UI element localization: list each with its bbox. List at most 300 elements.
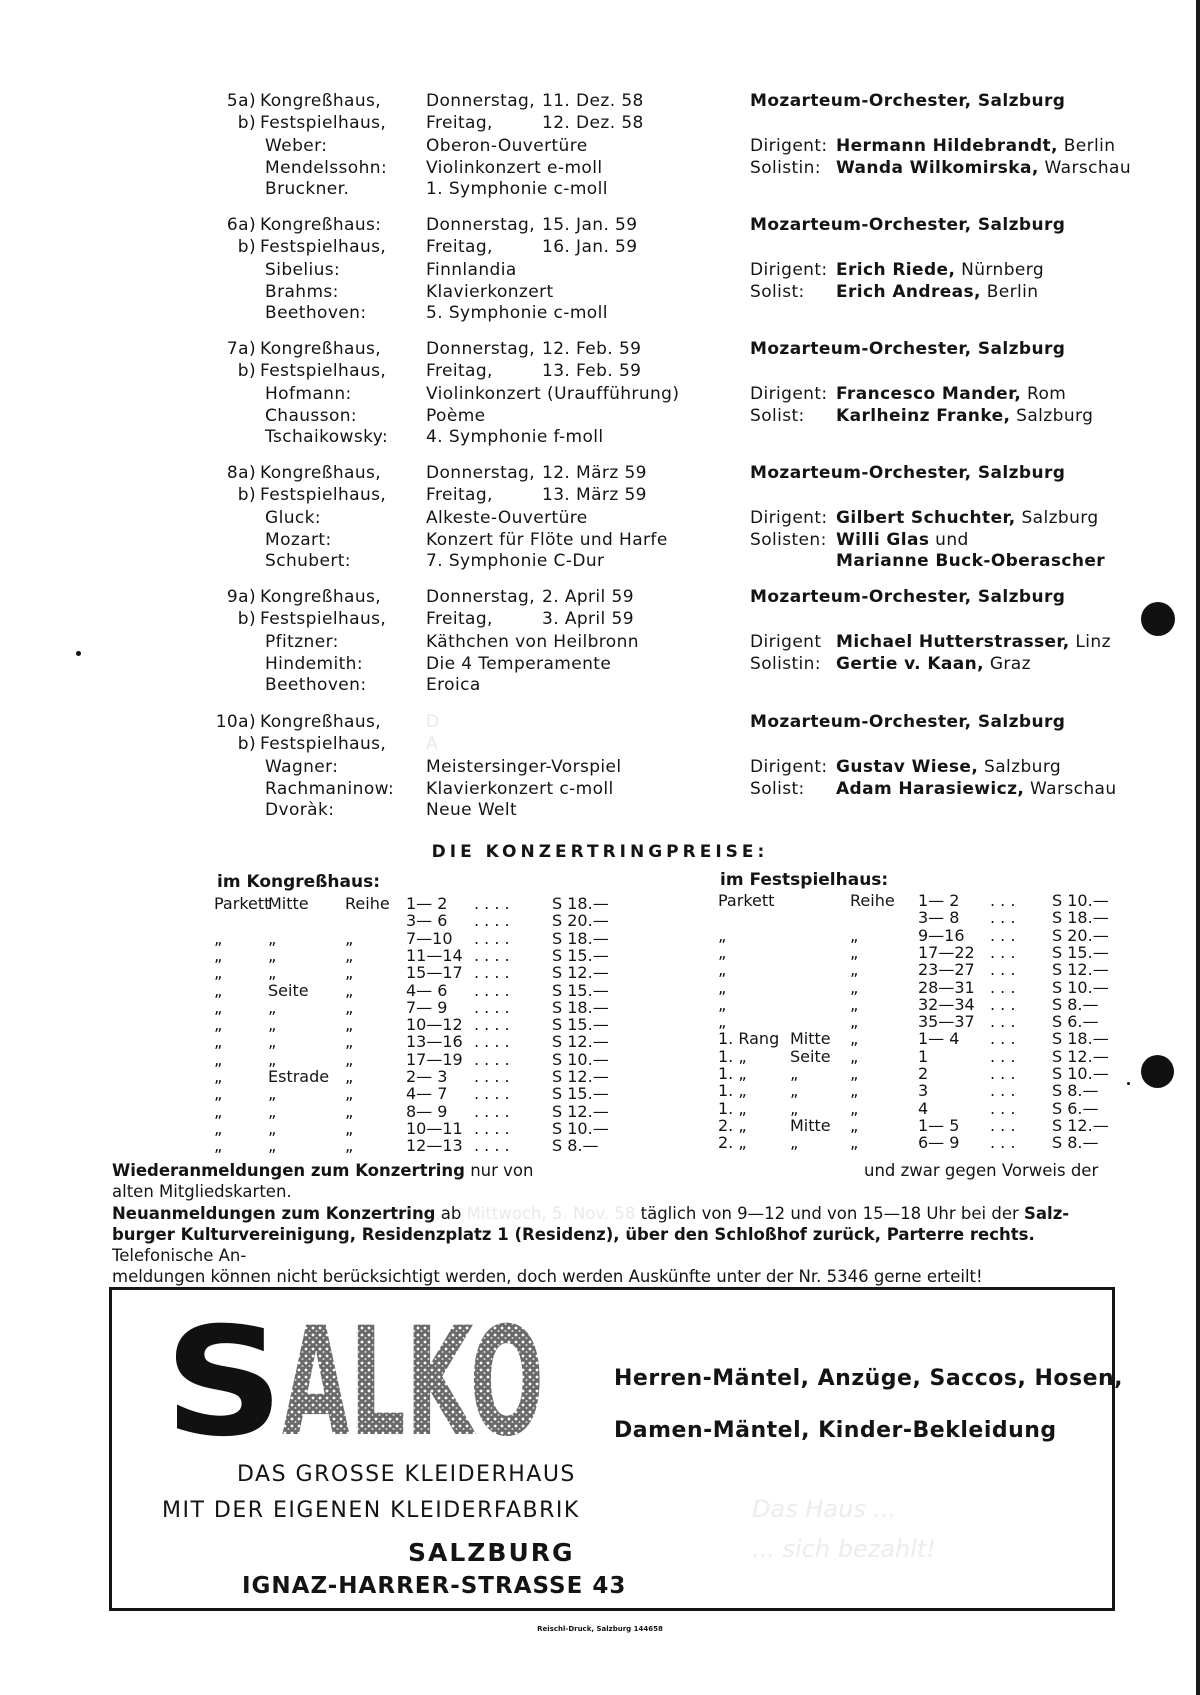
orchestra: Mozarteum-Orchester, Salzburg [750,712,1066,732]
price-rows: 35—37 [918,1012,975,1032]
price-rows: 10—12 [406,1015,463,1035]
new-registration-ab: ab [440,1204,462,1223]
price-rows: 17—22 [918,942,975,962]
price-dots: . . . . [474,1101,510,1121]
work: Violinkonzert (Uraufführung) [426,384,680,404]
price-dots: . . . [990,960,1016,980]
artist-city: Rom [1027,384,1067,404]
artist-name: Gilbert Schuchter, [836,508,1016,528]
new-registration-org-a: Salz- [1024,1204,1070,1223]
venue-a [212,712,381,733]
price-sub: „ [268,1136,277,1156]
price-reihe: „ [345,980,354,1000]
prices-title: DIE KONZERTRINGPREISE: [431,842,769,862]
weekday: Donnerstag, [426,215,536,235]
price-price: S 12.— [552,1032,609,1052]
price-rows: 3— 8 [918,908,960,928]
artist-role: Dirigent: [750,136,828,156]
artist-city: und [935,529,969,550]
new-registration-hours: täglich von 9—12 und von 15—18 Uhr bei der [640,1204,1019,1223]
work: Die 4 Temperamente [426,653,612,674]
venue-index: 7a) [226,339,256,359]
composer: Mozart: [265,529,332,550]
venue-name: Festspielhaus, [260,236,387,257]
venue-name: Kongreßhaus, [260,463,382,483]
price-sub: „ [268,1101,277,1121]
weekday: Freitag, [426,236,493,257]
composer: Pfitzner: [265,632,339,652]
price-reihe: „ [345,1032,354,1052]
work: Meistersinger-Vorspiel [426,757,622,777]
price-area: Parkett [214,894,271,913]
price-reihe: „ [850,1046,859,1066]
venue-index: b) [237,360,256,381]
price-dots: . . . [990,1098,1016,1118]
price-rows: 8— 9 [406,1101,448,1121]
price-area: „ [718,925,727,945]
price-dots: . . . [990,1029,1016,1049]
price-sub: Seite [268,980,309,1000]
work: 4. Symphonie f-moll [426,427,604,447]
price-sub: Mitte [790,1029,831,1049]
orchestra: Mozarteum-Orchester, Salzburg [750,339,1066,359]
venue-index: b) [237,112,256,133]
date: 13. März 59 [542,484,647,505]
artist [750,406,1093,427]
price-price: S 8.— [552,1136,599,1156]
price-dots: . . . [990,1064,1016,1083]
price-reihe: „ [850,1029,859,1049]
price-sub: „ [790,1098,799,1118]
work: Alkeste-Ouvertüre [426,508,588,528]
price-dots: . . . . [474,1049,510,1069]
price-price: S 20.— [1052,925,1109,945]
price-sub: „ [268,963,277,983]
venue-index: 6a) [226,215,256,235]
artist [750,530,969,551]
composer: Beethoven: [265,675,367,695]
artist [750,654,1031,675]
price-area: Parkett [718,891,775,910]
date-b [426,485,647,506]
price-area: „ [214,945,223,965]
artist-role: Dirigent [750,632,822,652]
artist-city: Graz [989,653,1031,674]
price-dots: . . . [990,977,1016,997]
price-dots: . . . . [474,963,510,983]
price-area: „ [214,1032,223,1052]
price-dots: . . . . [474,1118,510,1138]
price-reihe: „ [850,1133,859,1153]
price-dots: . . . [990,1133,1016,1153]
price-price: S 6.— [1052,1012,1099,1032]
price-dots: . . . [990,1046,1016,1066]
price-price: S 12.— [1052,1115,1109,1135]
price-reihe: „ [345,928,354,948]
price-reihe: „ [850,1098,859,1118]
composer: Gluck: [265,508,321,528]
price-rows: 3— 6 [406,911,448,931]
work: 1. Symphonie c-moll [426,179,608,199]
price-reihe: „ [345,1084,354,1104]
artist [750,282,1038,303]
artist-name: Erich Andreas, [836,281,981,302]
date: 16. Jan. 59 [542,236,638,257]
price-area: 1. „ [718,1081,747,1101]
work: Violinkonzert e-moll [426,157,603,178]
artist-city: Salzburg [1016,405,1094,426]
price-area: „ [214,1049,223,1069]
price-price: S 10.— [1052,1064,1109,1083]
price-price: S 10.— [1052,977,1109,997]
price-dots: . . . . [474,1015,510,1035]
price-reihe: „ [850,1081,859,1101]
composer: Sibelius: [265,260,341,280]
price-dots: . . . . [474,894,510,913]
date-a [426,339,641,360]
price-reihe: „ [850,977,859,997]
work: Poème [426,405,486,426]
punch-hole [1141,602,1175,636]
price-dots: . . . . [474,928,510,948]
artist-role: Solist: [750,778,805,799]
salko-advert [109,1287,1124,1611]
new-registration-date: Mittwoch, 5. Nov. 58 [466,1204,636,1223]
artist [750,508,1099,529]
price-price: S 12.— [552,1101,609,1121]
price-area: „ [718,977,727,997]
venue-name: Festspielhaus, [260,484,387,505]
price-rows: 1 [918,1046,929,1066]
price-reihe: „ [345,1067,354,1086]
artist-role: Dirigent: [750,757,828,777]
venue-name: Festspielhaus, [260,733,387,754]
date-b [426,609,634,630]
price-area: „ [214,1084,223,1104]
venue-name: Festspielhaus, [260,608,387,629]
artist [750,551,1105,572]
price-area: 1. „ [718,1098,747,1118]
price-sub: „ [790,1064,799,1083]
date: 12. März 59 [542,463,647,483]
date: 12. Dez. 58 [542,112,644,133]
price-price: S 18.— [552,928,609,948]
artist-role: Dirigent: [750,260,828,280]
price-reihe: „ [345,1136,354,1156]
weekday: Donnerstag, [426,339,536,359]
price-area: „ [718,942,727,962]
artist-city: Nürnberg [961,260,1045,280]
venue-name: Festspielhaus, [260,360,387,381]
work: Konzert für Flöte und Harfe [426,529,668,550]
re-registration-text: nur von [470,1161,534,1180]
price-area: „ [214,1136,223,1156]
artist-name: Adam Harasiewicz, [836,778,1025,799]
work: Finnlandia [426,260,517,280]
artist [750,632,1111,653]
artist-role: Solistin: [750,157,821,178]
price-reihe: „ [345,1015,354,1035]
price-price: S 8.— [1052,994,1099,1014]
price-rows: 4— 6 [406,980,448,1000]
date-a [426,91,644,112]
price-rows: 7— 9 [406,997,448,1017]
ad-faded-text-2: ... sich bezahlt! [752,1535,936,1563]
price-dots: . . . . [474,911,510,931]
venue-b [212,485,386,506]
venue-b [212,361,386,382]
price-reihe: „ [850,1115,859,1135]
price-area: „ [214,1118,223,1138]
price-rows: 15—17 [406,963,463,983]
artist-city: Berlin [1063,136,1116,156]
price-sub: „ [268,928,277,948]
svg-text:S: S [164,1296,284,1470]
ad-products-2: Damen-Mäntel, Kinder-Bekleidung [614,1418,1057,1443]
artist-role: Solisten: [750,529,827,550]
price-dots: . . . [990,1115,1016,1135]
price-rows: 1— 2 [406,894,448,913]
artist [750,136,1115,157]
price-rows: 2 [918,1064,929,1083]
price-sub: „ [268,1015,277,1035]
ad-address: IGNAZ-HARRER-STRASSE 43 [242,1573,627,1599]
new-registration-phone: Telefonische An- [112,1246,247,1265]
price-reihe: „ [345,963,354,983]
date: 2. April 59 [542,587,634,607]
price-price: S 12.— [1052,960,1109,980]
artist [750,260,1044,281]
price-area: „ [214,980,223,1000]
price-sub: „ [790,1081,799,1101]
venue-name: Kongreßhaus, [260,339,382,359]
weekday: Donnerstag, [426,91,536,111]
artist-role: Solist: [750,405,805,426]
price-rows: 4— 7 [406,1084,448,1104]
venue-a [212,587,381,608]
price-dots: . . . . [474,980,510,1000]
orchestra: Mozarteum-Orchester, Salzburg [750,587,1066,607]
price-dots: . . . . [474,1067,510,1086]
price-price: S 8.— [1052,1081,1099,1101]
work: Oberon-Ouvertüre [426,136,588,156]
work: Klavierkonzert c-moll [426,778,614,799]
price-reihe: „ [345,1049,354,1069]
salko-logo [164,1296,544,1470]
artist-role: Solist: [750,281,805,302]
price-dots: . . . . [474,1084,510,1104]
work: 5. Symphonie c-moll [426,303,608,323]
venue-index: b) [237,484,256,505]
price-sub: „ [268,1049,277,1069]
price-rows: 1— 4 [918,1029,960,1049]
price-price: S 15.— [552,980,609,1000]
venue-name: Kongreßhaus, [260,587,382,607]
artist-name: Willi Glas [836,529,930,550]
price-sub: Estrade [268,1067,330,1086]
venue-index: 8a) [226,463,256,483]
artist [750,779,1117,800]
artist-city: Salzburg [1021,508,1099,528]
composer: Chausson: [265,405,358,426]
re-registration-tail: und zwar gegen Vorweis der [864,1161,1099,1180]
venue-name: Kongreßhaus: [260,215,382,235]
orchestra: Mozarteum-Orchester, Salzburg [750,215,1066,235]
new-registration-phone-cont: meldungen können nicht berücksichtigt werden, doch werden Auskünfte unter der Nr. 5346 gerne erteilt! [112,1267,983,1286]
price-area: „ [214,928,223,948]
ad-products-1: Herren-Mäntel, Anzüge, Saccos, Hosen, [614,1366,1124,1391]
venue-index: b) [237,608,256,629]
date-b [426,734,542,755]
date-a [426,463,647,484]
work: Käthchen von Heilbronn [426,632,639,652]
price-rows: 7—10 [406,928,453,948]
weekday: Freitag, [426,484,493,505]
price-area: „ [214,963,223,983]
date-b [426,361,641,382]
price-area: 1. Rang [718,1029,780,1049]
re-registration-note [112,1160,1114,1202]
price-price: S 8.— [1052,1133,1099,1153]
price-sub: „ [268,997,277,1017]
orchestra: Mozarteum-Orchester, Salzburg [750,463,1066,483]
composer: Bruckner. [265,179,350,199]
venue-a [212,339,381,360]
price-sub: „ [268,1084,277,1104]
date: 12. Feb. 59 [542,339,642,359]
artist-city: Salzburg [984,757,1062,777]
svg-text:ALKO: ALKO [282,1296,544,1470]
price-sub: „ [268,1118,277,1138]
price-price: S 18.— [1052,1029,1109,1049]
price-rows: 23—27 [918,960,975,980]
artist-name: Karlheinz Franke, [836,405,1011,426]
venue-index: 5a) [226,91,256,111]
artist [750,757,1061,778]
price-reihe: „ [345,1101,354,1121]
artist-name: Gustav Wiese, [836,757,979,777]
price-dots: . . . . [474,1032,510,1052]
price-area: „ [214,1067,223,1086]
venue-name: Kongreßhaus, [260,91,382,111]
price-dots: . . . [990,942,1016,962]
artist-name: Michael Hutterstrasser, [836,632,1070,652]
price-dots: . . . . [474,1136,510,1156]
artist-city: Berlin [986,281,1039,302]
price-reihe: „ [850,925,859,945]
composer: Beethoven: [265,303,367,323]
venue-name: Festspielhaus, [260,112,387,133]
venue-index: 10a) [215,712,256,732]
date: 11. Dez. 58 [542,91,644,111]
work: Eroica [426,675,481,695]
price-area: „ [214,1101,223,1121]
price-area: „ [718,994,727,1014]
printer-imprint: Reischl-Druck, Salzburg 144658 [537,1625,663,1633]
price-reihe: „ [345,997,354,1017]
venue-b [212,237,386,258]
venue-b [212,609,386,630]
festspiel-heading: im Festspielhaus: [720,870,889,890]
weekday: Freitag, [426,112,493,133]
price-area: 1. „ [718,1046,747,1066]
venue-a [212,463,381,484]
speck [76,651,81,656]
price-rows: 1— 5 [918,1115,960,1135]
price-price: S 15.— [552,1015,609,1035]
price-area: 2. „ [718,1115,747,1135]
composer: Wagner: [265,757,339,777]
weekday: A [426,733,439,754]
artist-name: Francesco Mander, [836,384,1022,404]
price-dots: . . . [990,1081,1016,1101]
price-dots: . . . [990,1012,1016,1032]
work: 7. Symphonie C-Dur [426,551,605,571]
date-b [426,237,638,258]
price-dots: . . . . [474,945,510,965]
artist [750,158,1131,179]
date: 15. Jan. 59 [542,215,638,235]
price-rows: 9—16 [918,925,965,945]
work: Neue Welt [426,800,518,820]
price-reihe: „ [345,1118,354,1138]
new-registration-org-b: burger Kulturvereinigung, Residenzplatz 1 (Residenz), über den Schloßhof zurück, Parterre rechts. [112,1225,1035,1244]
price-rows: 32—34 [918,994,975,1014]
price-area: „ [718,1012,727,1032]
artist [750,384,1066,405]
price-area: 2. „ [718,1133,747,1153]
composer: Schubert: [265,551,351,571]
artist-role: Solistin: [750,653,821,674]
price-rows: 12—13 [406,1136,463,1156]
price-sub: Mitte [790,1115,831,1135]
price-rows: 13—16 [406,1032,463,1052]
price-dots: . . . [990,994,1016,1014]
price-rows: 10—11 [406,1118,463,1138]
price-rows: 3 [918,1081,929,1101]
price-rows: 4 [918,1098,929,1118]
price-reihe: „ [850,1012,859,1032]
date: 13. Feb. 59 [542,360,642,381]
composer: Rachmaninow: [265,778,395,799]
venue-a [212,91,381,112]
punch-hole [1141,1055,1174,1088]
weekday: Freitag, [426,608,493,629]
date-a [426,215,638,236]
price-area: „ [718,960,727,980]
price-price: S 6.— [1052,1098,1099,1118]
price-rows: 28—31 [918,977,975,997]
price-dots: . . . [990,908,1016,928]
price-dots: . . . . [474,997,510,1017]
price-area: „ [214,997,223,1017]
price-dots: . . . [990,891,1016,910]
price-area: 1. „ [718,1064,747,1083]
price-rows: 6— 9 [918,1133,960,1153]
composer: Weber: [265,136,328,156]
orchestra: Mozarteum-Orchester, Salzburg [750,91,1066,111]
price-price: S 18.— [1052,908,1109,928]
price-price: S 12.— [552,963,609,983]
speck [1127,1082,1130,1085]
price-reihe: „ [850,994,859,1014]
composer: Dvoràk: [265,800,335,820]
new-registration-label: Neuanmeldungen zum Konzertring [112,1204,436,1223]
price-rows: 11—14 [406,945,463,965]
price-reihe: Reihe [345,894,390,913]
price-price: S 20.— [552,911,609,931]
ad-slogan-2: MIT DER EIGENEN KLEIDERFABRIK [162,1498,580,1523]
